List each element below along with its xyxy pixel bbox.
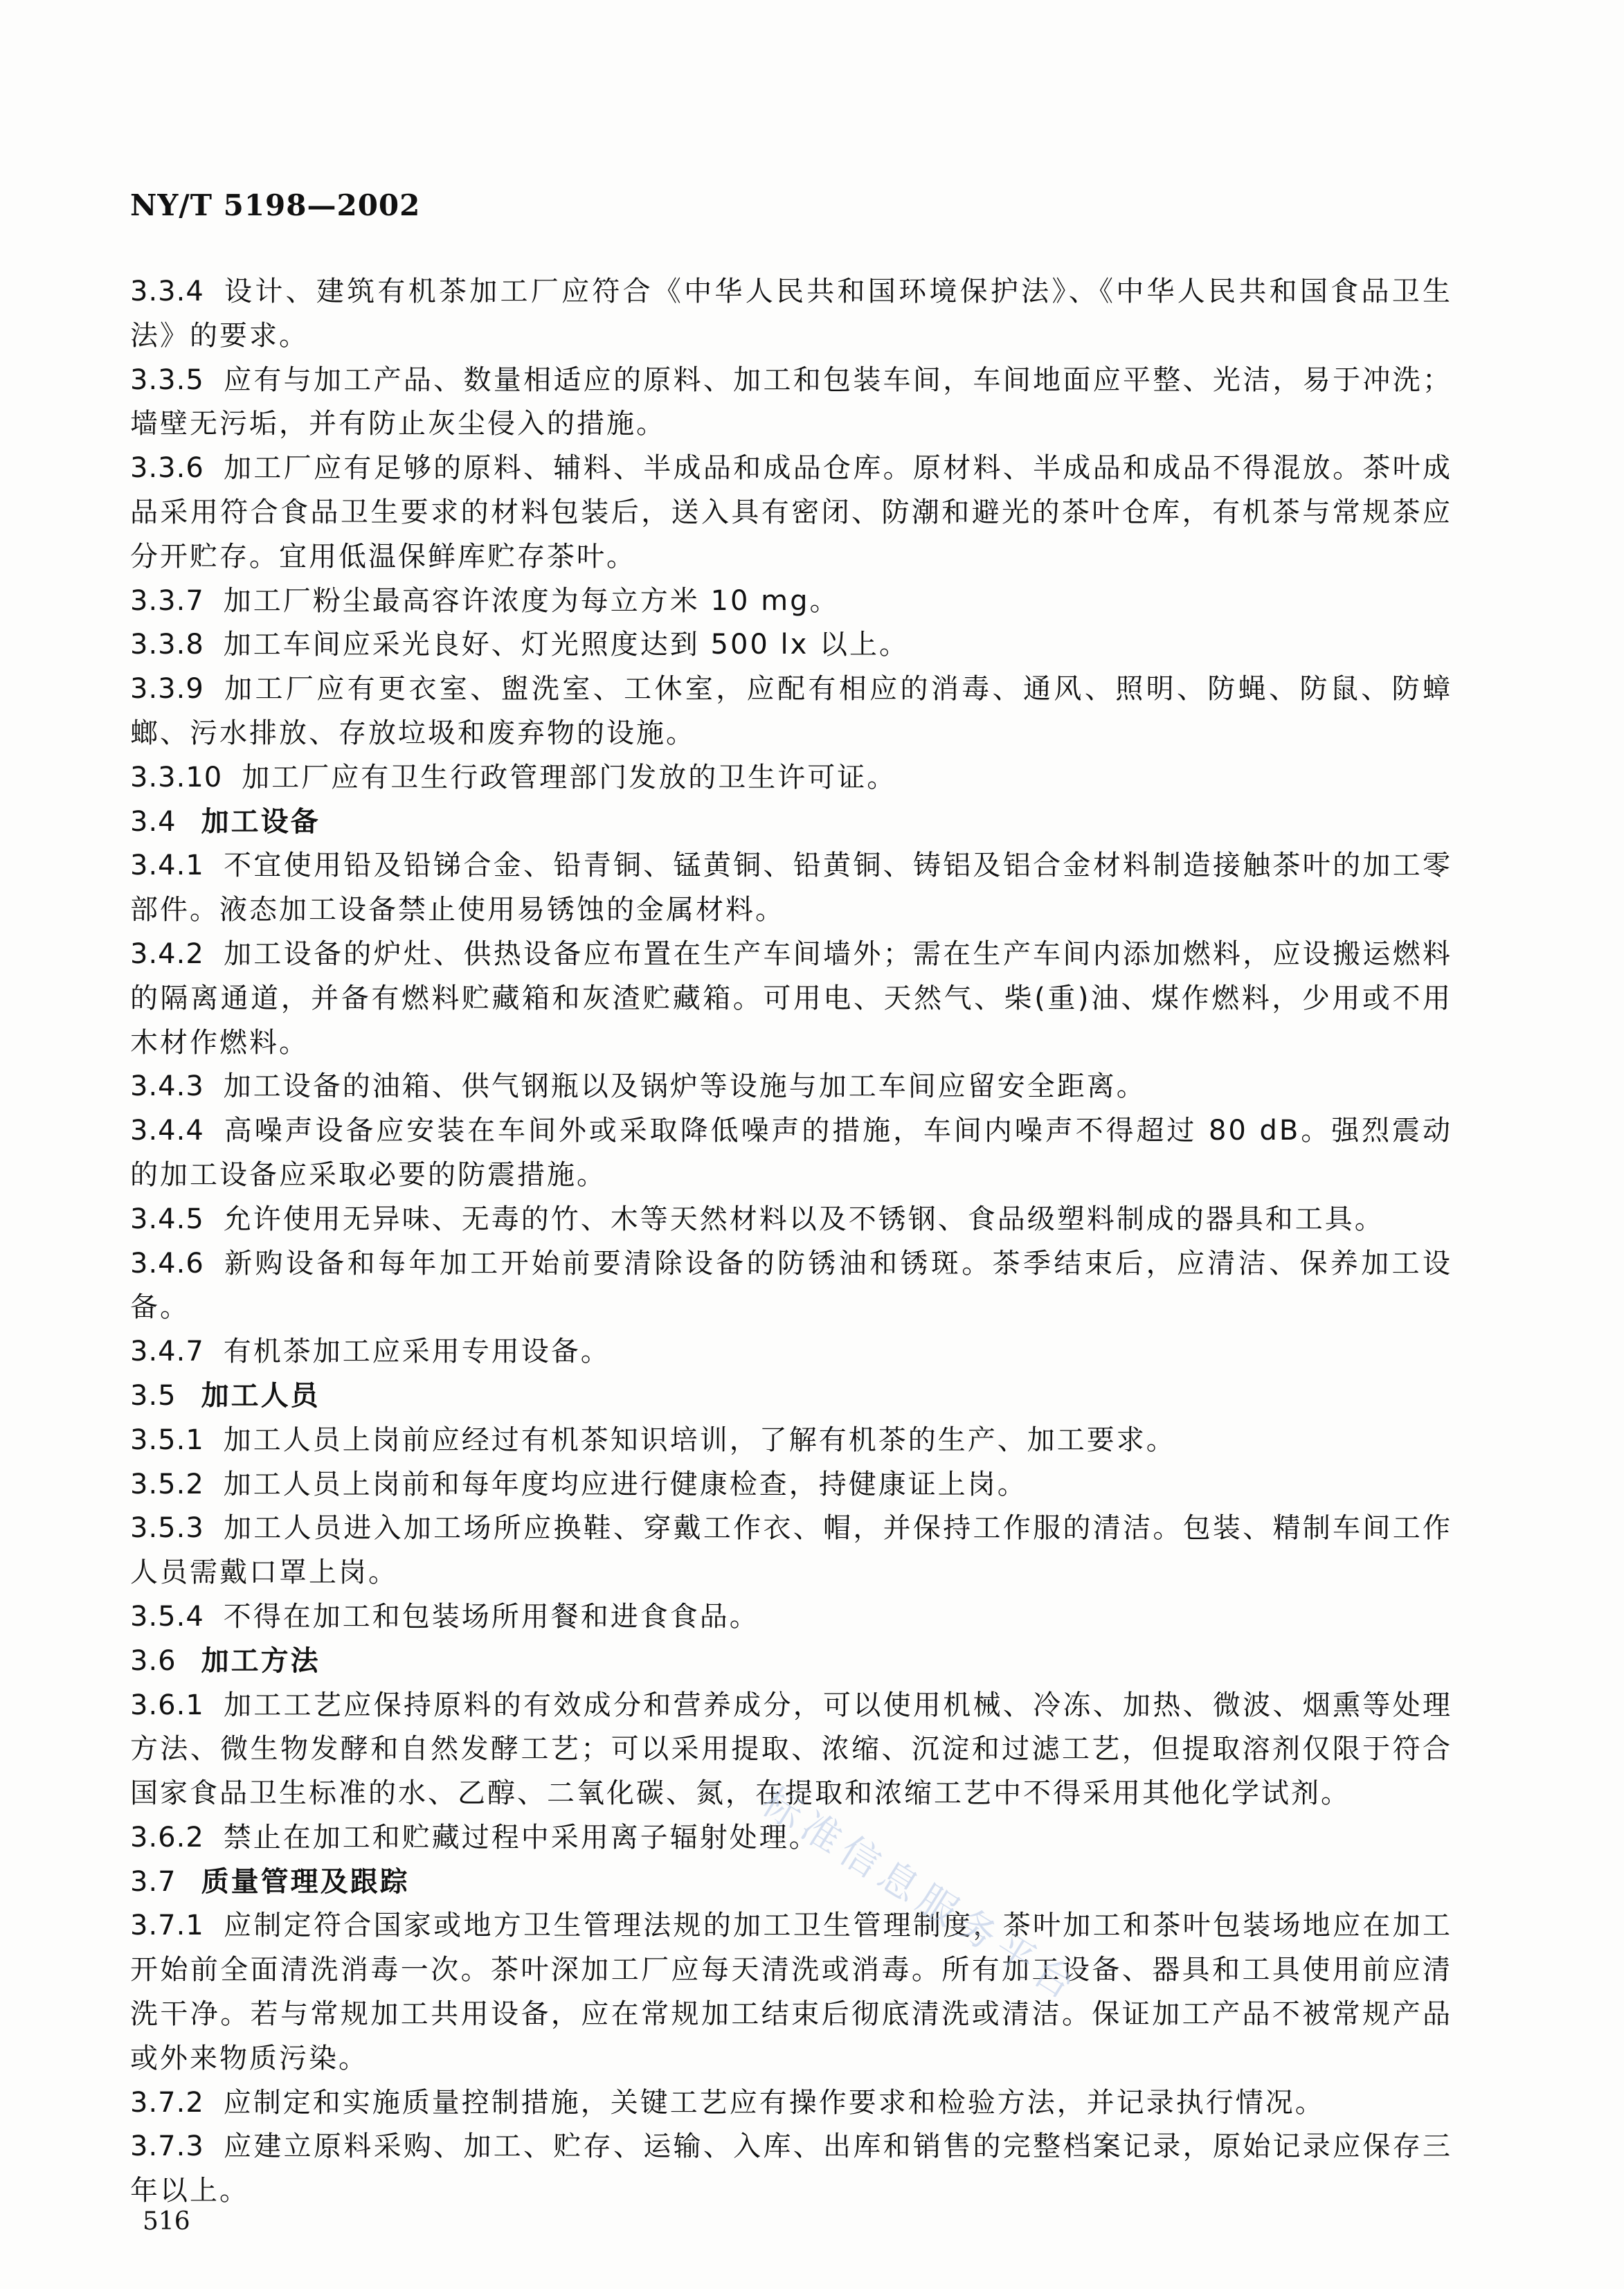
clause-text: 加工人员上岗前应经过有机茶知识培训，了解有机茶的生产、加工要求。 [223, 1424, 1176, 1456]
clause-number: 3.6.2 [130, 1821, 204, 1853]
section-heading [130, 800, 1452, 845]
clause-number: 3.3.10 [130, 761, 223, 793]
clause-paragraph [130, 580, 1452, 624]
clause-number: 3.5.1 [130, 1424, 204, 1456]
clause-number: 3.7.3 [130, 2130, 204, 2163]
document-body [130, 270, 1452, 2214]
clause-number: 3.7.1 [130, 1910, 204, 1942]
clause-paragraph [130, 623, 1452, 667]
clause-paragraph [130, 1198, 1452, 1242]
clause-number: 3.4.2 [130, 937, 204, 970]
clause-text: 加工设备的炉灶、供热设备应布置在生产车间墙外；需在生产车间内添加燃料，应设搬运燃料的隔离通道，并备有燃料贮藏箱和灰渣贮藏箱。可用电、天然气、柴(重)油、煤作燃料，少用或不用木材作燃料。 [130, 937, 1452, 1059]
clause-text: 加工设备的油箱、供气钢瓶以及锅炉等设施与加工车间应留安全距离。 [223, 1070, 1146, 1103]
clause-paragraph [130, 1684, 1452, 1816]
clause-text: 不得在加工和包装场所用餐和进食食品。 [223, 1600, 759, 1633]
clause-number: 3.5.3 [130, 1512, 204, 1545]
clause-paragraph [130, 1595, 1452, 1640]
section-number: 3.7 [130, 1865, 177, 1898]
section-title: 加工方法 [201, 1644, 321, 1677]
clause-number: 3.4.6 [130, 1247, 204, 1280]
clause-paragraph [130, 2125, 1452, 2214]
clause-paragraph [130, 359, 1452, 447]
clause-paragraph [130, 756, 1452, 800]
clause-text: 禁止在加工和贮藏过程中采用离子辐射处理。 [223, 1821, 819, 1853]
clause-paragraph [130, 1419, 1452, 1463]
clause-number: 3.3.7 [130, 584, 204, 617]
document-id: NY/T 5198—2002 [130, 188, 421, 222]
clause-text: 设计、建筑有机茶加工厂应符合《中华人民共和国环境保护法》、《中华人民共和国食品卫生法》的要求。 [130, 276, 1452, 352]
clause-paragraph [130, 1463, 1452, 1507]
clause-number: 3.3.6 [130, 452, 204, 485]
clause-number: 3.3.8 [130, 629, 204, 661]
clause-number: 3.4.7 [130, 1336, 204, 1368]
clause-text: 新购设备和每年加工开始前要清除设备的防锈油和锈斑。茶季结束后，应清洁、保养加工设备。 [130, 1247, 1452, 1324]
clause-text: 高噪声设备应安装在车间外或采取降低噪声的措施，车间内噪声不得超过 80 dB。强烈震动的加工设备应采取必要的防震措施。 [130, 1115, 1452, 1191]
section-number: 3.5 [130, 1379, 177, 1412]
clause-text: 加工厂应有卫生行政管理部门发放的卫生许可证。 [242, 761, 897, 793]
clause-number: 3.5.2 [130, 1468, 204, 1500]
clause-paragraph [130, 1816, 1452, 1860]
clause-text: 应有与加工产品、数量相适应的原料、加工和包装车间，车间地面应平整、光洁，易于冲洗；墙壁无污垢，并有防止灰尘侵入的措施。 [130, 363, 1452, 440]
clause-number: 3.4.4 [130, 1115, 204, 1147]
clause-text: 加工人员上岗前和每年度均应进行健康检查，持健康证上岗。 [223, 1468, 1027, 1500]
clause-text: 加工车间应采光良好、灯光照度达到 500 lx 以上。 [223, 629, 910, 661]
clause-paragraph [130, 1330, 1452, 1374]
page-number: 516 [143, 2207, 190, 2236]
clause-paragraph [130, 1507, 1452, 1595]
clause-number: 3.5.4 [130, 1600, 204, 1633]
clause-paragraph [130, 1065, 1452, 1109]
clause-paragraph [130, 1242, 1452, 1331]
section-heading [130, 1860, 1452, 1905]
clause-number: 3.4.3 [130, 1070, 204, 1103]
clause-text: 有机茶加工应采用专用设备。 [223, 1336, 611, 1368]
section-title: 加工人员 [201, 1379, 321, 1412]
clause-number: 3.3.5 [130, 363, 204, 396]
clause-number: 3.6.1 [130, 1689, 204, 1721]
clause-number: 3.3.4 [130, 276, 204, 307]
clause-text: 加工厂粉尘最高容许浓度为每立方米 10 mg。 [223, 584, 840, 617]
section-title: 质量管理及跟踪 [201, 1865, 410, 1898]
clause-paragraph [130, 844, 1452, 933]
section-heading [130, 1374, 1452, 1419]
clause-text: 应制定和实施质量控制措施，关键工艺应有操作要求和检验方法，并记录执行情况。 [223, 2086, 1325, 2119]
section-number: 3.4 [130, 805, 177, 838]
clause-paragraph [130, 2081, 1452, 2126]
clause-number: 3.3.9 [130, 673, 204, 706]
clause-paragraph [130, 1109, 1452, 1198]
clause-text: 应制定符合国家或地方卫生管理法规的加工卫生管理制度，茶叶加工和茶叶包装场地应在加工开始前全面清洗消毒一次。茶叶深加工厂应每天清洗或消毒。所有加工设备、器具和工具使用前应清洗干净。若与常规加工共用设备，应在常规加工结束后彻底清洗或清洁。保证加工产品不被常规产品或外来物质污染。 [130, 1910, 1452, 2074]
clause-text: 应建立原料采购、加工、贮存、运输、入库、出库和销售的完整档案记录，原始记录应保存三年以上。 [130, 2130, 1452, 2207]
clause-number: 3.4.1 [130, 850, 204, 882]
clause-text: 允许使用无异味、无毒的竹、木等天然材料以及不锈钢、食品级塑料制成的器具和工具。 [223, 1203, 1384, 1235]
clause-number: 3.4.5 [130, 1203, 204, 1235]
clause-text: 加工人员进入加工场所应换鞋、穿戴工作衣、帽，并保持工作服的清洁。包装、精制车间工作人员需戴口罩上岗。 [130, 1512, 1452, 1589]
clause-text: 加工厂应有更衣室、盥洗室、工休室，应配有相应的消毒、通风、照明、防蝇、防鼠、防蟑螂、污水排放、存放垃圾和废弃物的设施。 [130, 673, 1452, 749]
clause-paragraph [130, 447, 1452, 579]
clause-text: 不宜使用铅及铅锑合金、铅青铜、锰黄铜、铅黄铜、铸铝及铝合金材料制造接触茶叶的加工零部件。液态加工设备禁止使用易锈蚀的金属材料。 [130, 850, 1452, 926]
section-heading [130, 1640, 1452, 1684]
clause-paragraph [130, 933, 1452, 1065]
clause-text: 加工厂应有足够的原料、辅料、半成品和成品仓库。原材料、半成品和成品不得混放。茶叶成品采用符合食品卫生要求的材料包装后，送入具有密闭、防潮和避光的茶叶仓库，有机茶与常规茶应分开贮存。宜用低温保鲜库贮存茶叶。 [130, 452, 1452, 573]
section-title: 加工设备 [201, 805, 321, 838]
clause-paragraph [130, 1904, 1452, 2081]
section-number: 3.6 [130, 1644, 177, 1677]
clause-number: 3.7.2 [130, 2086, 204, 2119]
watermark: 标准信息服务平台 [754, 1779, 1088, 2012]
clause-paragraph [130, 667, 1452, 756]
clause-paragraph [130, 270, 1452, 359]
clause-text: 加工工艺应保持原料的有效成分和营养成分，可以使用机械、冷冻、加热、微波、烟熏等处理方法、微生物发酵和自然发酵工艺；可以采用提取、浓缩、沉淀和过滤工艺，但提取溶剂仅限于符合国家食品卫生标准的水、乙醇、二氧化碳、氮，在提取和浓缩工艺中不得采用其他化学试剂。 [130, 1689, 1452, 1810]
